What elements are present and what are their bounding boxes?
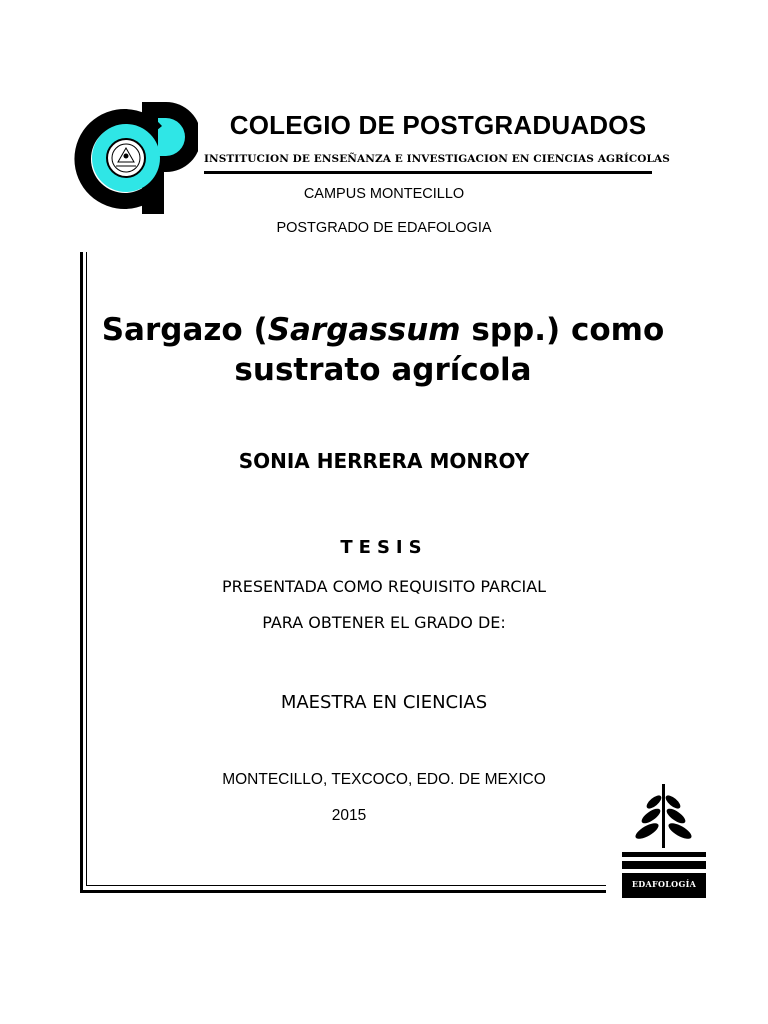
- requirement-line-2: PARA OBTENER EL GRADO DE:: [262, 613, 506, 632]
- frame-bottom-inner-line: [86, 885, 606, 886]
- title-line2: sustrato agrícola: [234, 352, 532, 388]
- title-part1: Sargazo (: [101, 312, 268, 348]
- campus-name: CAMPUS MONTECILLO: [303, 186, 465, 202]
- author-name: SONIA HERRERA MONROY: [238, 449, 530, 473]
- program-name: POSTGRADO DE EDAFOLOGIA: [276, 220, 492, 236]
- requirement-line-1: PRESENTADA COMO REQUISITO PARCIAL: [221, 577, 547, 596]
- frame-left-inner-line: [86, 252, 87, 886]
- title-italic: Sargassum: [267, 312, 461, 348]
- title-part2: spp.) como: [460, 312, 665, 348]
- document-type: TESIS: [340, 537, 428, 558]
- colegio-logo: [66, 96, 198, 220]
- thesis-title: [100, 310, 666, 390]
- edafologia-label: EDAFOLOGÍA: [631, 879, 697, 889]
- frame-bottom-line: [80, 890, 606, 893]
- year: 2015: [331, 807, 367, 824]
- institution-tagline: INSTITUCION DE ENSEÑANZA E INVESTIGACION EN CIENCIAS AGRÍCOLAS: [204, 153, 670, 165]
- header-rule: [204, 171, 652, 174]
- frame-left-line: [80, 252, 83, 892]
- institution-name: COLEGIO DE POSTGRADUADOS: [229, 110, 647, 140]
- degree-name: MAESTRA EN CIENCIAS: [280, 692, 488, 713]
- place: MONTECILLO, TEXCOCO, EDO. DE MEXICO: [222, 771, 546, 788]
